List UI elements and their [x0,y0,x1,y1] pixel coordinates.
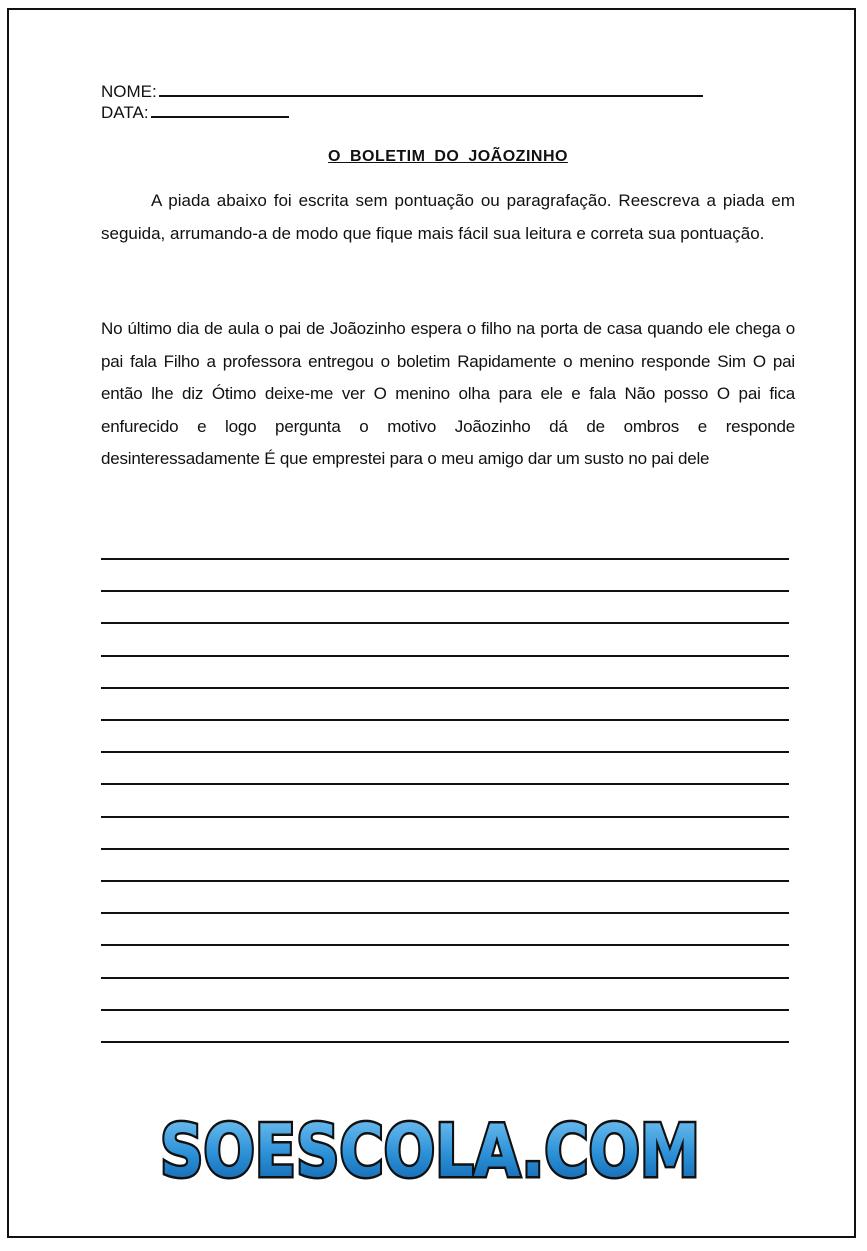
answer-line[interactable] [101,1041,789,1043]
name-blank-line[interactable] [159,80,703,97]
answer-line[interactable] [101,1009,789,1011]
answer-line[interactable] [101,687,789,689]
joke-paragraph: No último dia de aula o pai de Joãozinho espera o filho na porta de casa quando ele chega o pai fala Filho a professora entregou o boletim Rapidamente o menino responde Sim O pai então lhe diz Ótimo deixe-me ver O menino olha para ele e fala Não posso O pai fica enfurecido e logo pergunta o motivo Joãozinho dá de ombros e responde desinteressadamente É que emprestei para o meu amigo dar um susto no pai dele [101,319,795,468]
answer-line[interactable] [101,719,789,721]
name-label: NOME: [101,82,157,101]
answer-line[interactable] [101,622,789,624]
answer-line[interactable] [101,977,789,979]
date-label: DATA: [101,103,149,122]
answer-line[interactable] [101,880,789,882]
soescola-logo [150,1109,710,1193]
answer-line[interactable] [101,816,789,818]
worksheet-title: O BOLETIM DO JOÃOZINHO [328,148,568,165]
logo-text: SOESCOLA.COM [160,1109,700,1193]
date-field[interactable] [101,101,289,123]
answer-line[interactable] [101,590,789,592]
answer-line[interactable] [101,655,789,657]
instructions-paragraph: A piada abaixo foi escrita sem pontuação ou paragrafação. Reescreva a piada em seguida, arrumando-a de modo que fique mais fácil sua leitura e correta sua pontuação. [101,191,795,243]
name-field[interactable] [101,80,703,102]
answer-line[interactable] [101,558,789,560]
answer-line[interactable] [101,848,789,850]
answer-line[interactable] [101,751,789,753]
date-blank-line[interactable] [151,101,289,118]
answer-line[interactable] [101,783,789,785]
answer-line[interactable] [101,944,789,946]
answer-line[interactable] [101,912,789,914]
